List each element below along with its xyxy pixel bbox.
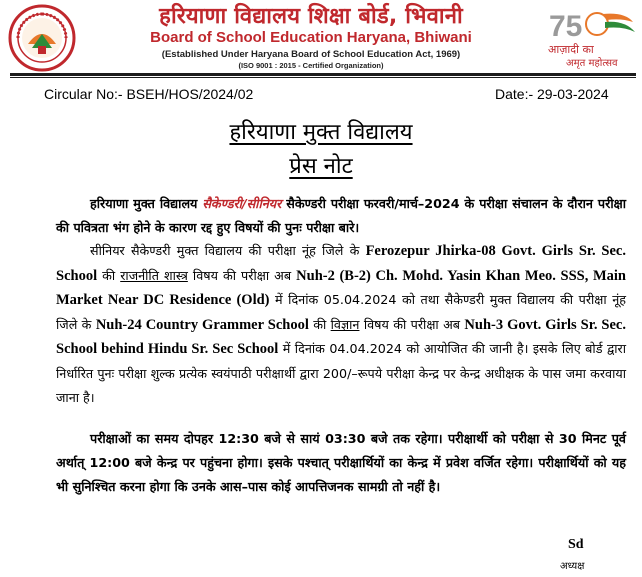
- p2-centre-4: Nuh-3 Govt. Girls Sr. Sec. School behind Hindu Sr. Sec School: [56, 316, 626, 358]
- circular-date: Date:- 29-03-2024: [495, 86, 609, 102]
- p1-highlight: सैकेण्डरी/सीनियर: [202, 196, 282, 211]
- azadi-text-line2: अमृत महोत्सव: [566, 58, 618, 69]
- board-name-english: Board of School Education Haryana, Bhiwani: [150, 29, 472, 46]
- board-name-hindi: हरियाणा विद्यालय शिक्षा बोर्ड, भिवानी: [159, 4, 463, 29]
- paragraph-timing: [56, 427, 626, 499]
- header-rule-thick: [10, 73, 636, 76]
- title-line2-text: प्रेस नोट: [289, 154, 353, 179]
- p2-text-3: की: [97, 267, 121, 283]
- p2-centre-1: Ferozepur Jhirka-08 Govt. Girls Sr. Sec. School: [56, 243, 626, 284]
- p2-text-1: सीनियर सैकेण्डरी मुक्त विद्यालय की परीक्षा नूंह जिले के: [90, 243, 366, 258]
- svg-text:75: 75: [549, 10, 583, 43]
- p1-text-b: सैकेण्डरी परीक्षा फरवरी/मार्च–2024 के परीक्षा संचालन के दौरान परीक्षा की पवित्रता भंग होने के कारण रद्द हुए विषयों की पुनः परीक्षा बारे।: [56, 196, 626, 235]
- signature-designation: अध्यक्ष: [560, 561, 585, 572]
- header-rule-thin: [10, 77, 636, 78]
- p1-text-a: हरियाणा मुक्त विद्यालय: [90, 196, 203, 211]
- p2-subject-2: विज्ञान: [330, 316, 360, 332]
- signature-sd: Sd: [568, 537, 584, 552]
- p2-text-13: में दिनांक 04.04.2024 को आयोजित की जानी है। इसके लिए बोर्ड द्वारा निर्धारित पुनः परीक्षा शुल्क प्रत्येक स्वयंपाठी परीक्षार्थी द्वारा 200/–रूपये परीक्षा केन्द्र पर केन्द्र अधीक्षक के पास जमा करवाया जाना है।: [56, 341, 626, 405]
- title-line1: [0, 119, 642, 147]
- paragraph-exam-centres: [56, 239, 626, 409]
- iso-line: (ISO 9001 : 2015 - Certified Organization): [238, 61, 384, 70]
- letterhead: [80, 4, 542, 71]
- p2-text-9: की: [308, 316, 331, 332]
- title-line1-text: हरियाणा मुक्त विद्यालय: [229, 120, 413, 145]
- p2-subject-1: राजनीति शास्त्र: [120, 267, 188, 283]
- circular-number: Circular No:- BSEH/HOS/2024/02: [44, 86, 254, 102]
- p3-text: परीक्षाओं का समय दोपहर 12:30 बजे से सायं 03:30 बजे तक रहेगा। परीक्षार्थी को परीक्षा से 30 मिनट पूर्व अर्थात् 12:00 बजे केन्द्र पर पहुंचना होगा। इसके पश्चात् परीक्षार्थियों का केन्द्र में प्रवेश वर्जित रहेगा। परीक्षार्थियों को यह भी सुनिश्चित करना होगा कि उनके आस–पास कोई आपत्तिजनक सामग्री तो नहीं है।: [56, 431, 626, 494]
- board-seal-logo: [8, 4, 76, 72]
- paragraph-subject: [56, 192, 626, 239]
- azadi-text-line1: आज़ादी का: [548, 43, 594, 56]
- p2-text-11: विषय की परीक्षा अब: [359, 316, 465, 332]
- p2-text-5: विषय की परीक्षा अब: [187, 267, 297, 283]
- p2-centre-2: Nuh-2 (B-2) Ch. Mohd. Yasin Khan Meo. SSS, Main Market Near DC Residence (Old): [56, 267, 626, 309]
- p2-centre-3: Nuh-24 Country Grammer School: [95, 316, 309, 333]
- title-line2: [0, 153, 642, 181]
- established-line: (Established Under Haryana Board of School Education Act, 1969): [161, 49, 461, 60]
- p2-text-7: में दिनांक 05.04.2024 को तथा सैकेण्डरी मुक्त विद्यालय की परीक्षा नूंह जिले के: [56, 292, 626, 332]
